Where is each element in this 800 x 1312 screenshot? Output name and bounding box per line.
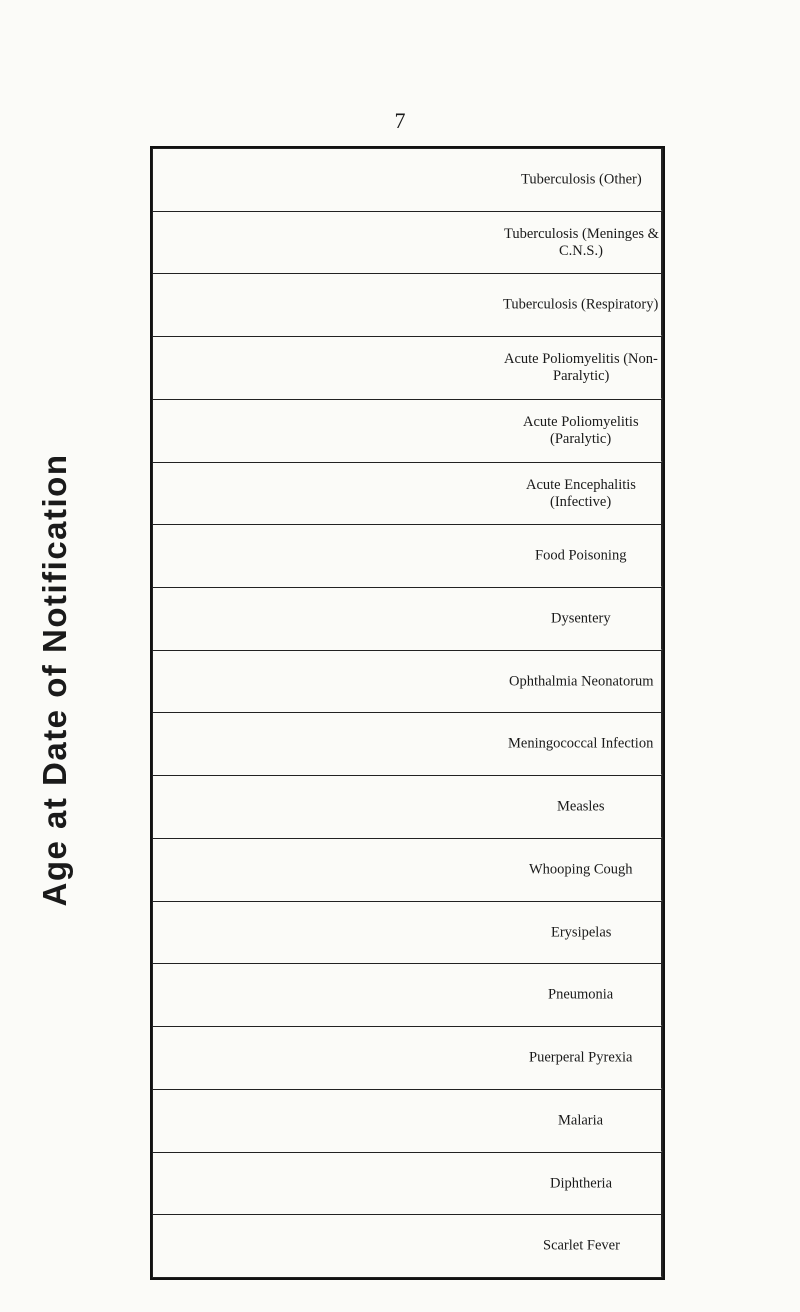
column-header: Pneumonia xyxy=(501,964,662,1026)
column-header: Measles xyxy=(501,776,662,838)
column-header: Whooping Cough xyxy=(501,839,662,901)
rotated-table xyxy=(152,148,663,1278)
disease-column xyxy=(153,525,663,588)
table-row xyxy=(153,149,663,1278)
disease-column xyxy=(153,776,663,839)
disease-column xyxy=(153,713,663,776)
disease-column xyxy=(153,462,663,525)
page-title: Age at Date of Notification xyxy=(36,453,73,907)
column-header: Malaria xyxy=(501,1090,662,1152)
column-header: Diphtheria xyxy=(501,1153,662,1215)
disease-column xyxy=(153,337,663,400)
disease-column xyxy=(153,1152,663,1215)
column-header: Tuberculosis (Meninges & C.N.S.) xyxy=(501,212,662,274)
disease-column xyxy=(153,211,663,274)
notification-table xyxy=(150,146,665,1280)
column-header: Ophthalmia Neonatorum xyxy=(501,651,662,713)
disease-column xyxy=(153,1027,663,1090)
column-header: Tuberculosis (Other) xyxy=(501,149,662,211)
disease-column xyxy=(153,964,663,1027)
disease-column xyxy=(153,901,663,964)
column-header: Tuberculosis (Respiratory) xyxy=(501,274,662,336)
column-header: Acute Poliomyelitis (Non-Paralytic) xyxy=(501,337,662,399)
disease-column xyxy=(153,274,663,337)
disease-column xyxy=(153,149,663,212)
disease-column xyxy=(153,399,663,462)
column-header: Acute Poliomyelitis (Paralytic) xyxy=(501,400,662,462)
column-header: Meningococcal Infection xyxy=(501,713,662,775)
column-header: Scarlet Fever xyxy=(501,1215,662,1277)
disease-column xyxy=(153,1215,663,1278)
column-header: Acute Encephalitis (Infective) xyxy=(501,463,662,525)
disease-column xyxy=(153,1089,663,1152)
column-header: Food Poisoning xyxy=(501,525,662,587)
age-disease-table xyxy=(152,148,663,1278)
page-number: 7 xyxy=(394,108,406,133)
column-header: Puerperal Pyrexia xyxy=(501,1027,662,1089)
disease-column xyxy=(153,588,663,651)
disease-column xyxy=(153,650,663,713)
column-header: Dysentery xyxy=(501,588,662,650)
disease-column xyxy=(153,838,663,901)
column-header: Erysipelas xyxy=(501,902,662,964)
